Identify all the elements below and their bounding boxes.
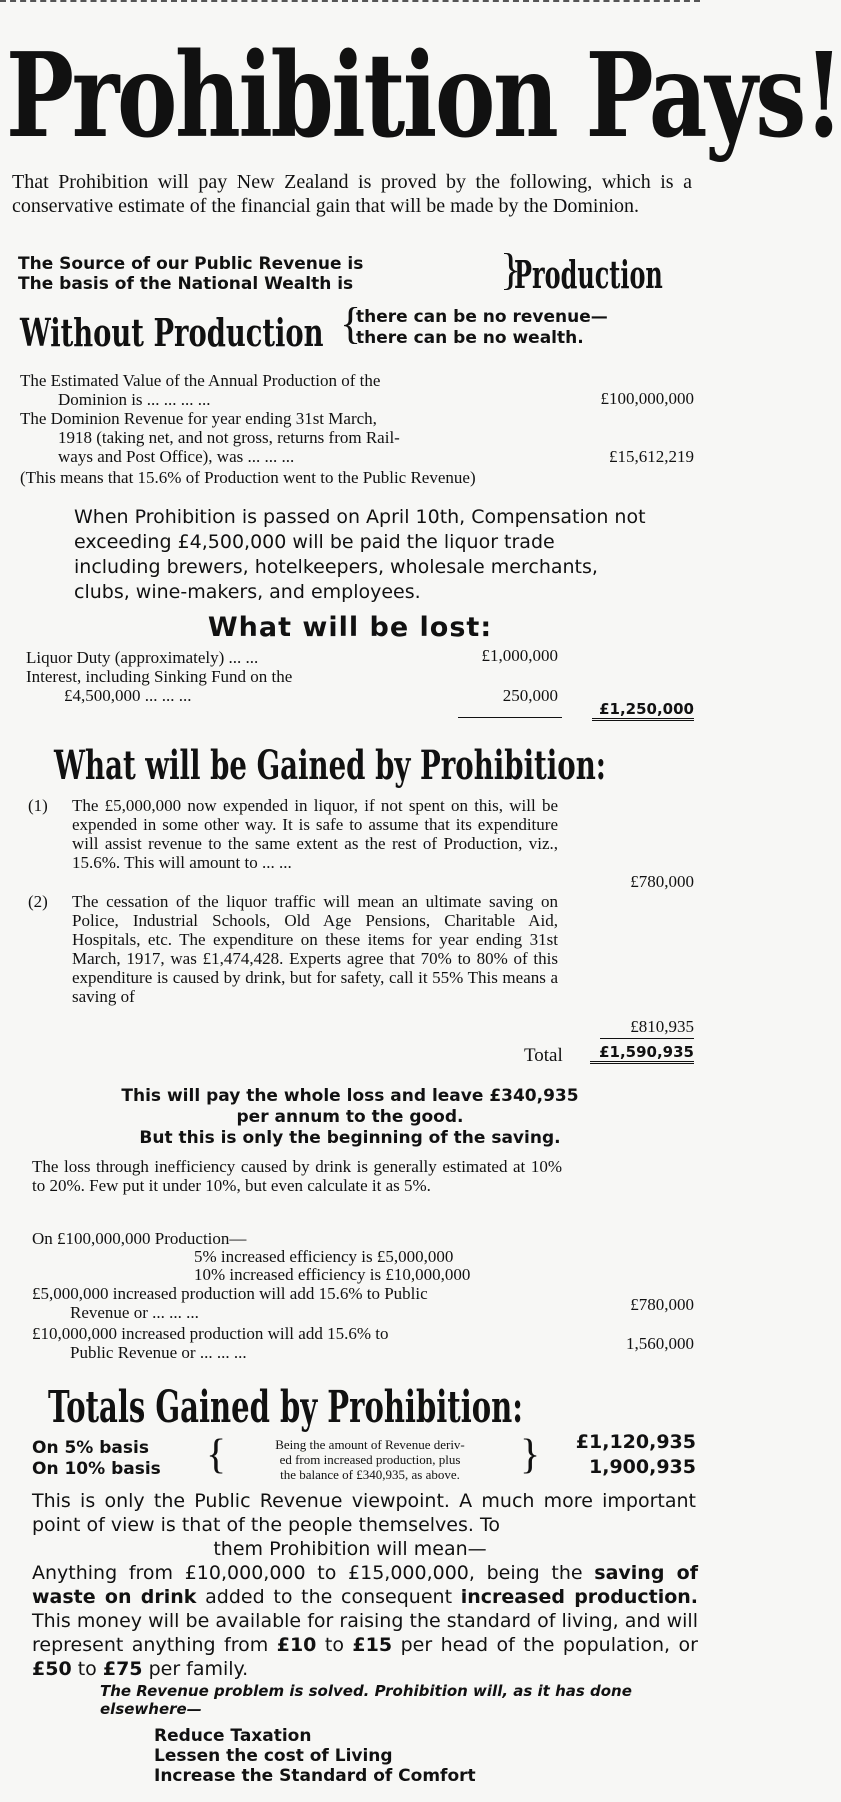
anything-d: increased production. [460,1586,699,1608]
gained-item2-text: The cessation of the liquor traffic will mean an ultimate saving on Police, Industrial Schools, Old Age Pensions, Charitable Aid, Hospitals, etc. The expenditure on these items for year ending 31st March, 1917, was £1,474,428. Experts agree that 70% to 80% of this expenditure is caused by drink, but for safety, call it 55% This means a saving of [72,892,558,1006]
without-production: Without Production [20,310,324,355]
viewpoint-mean: them Prohibition will mean— [213,1538,487,1560]
headline: Prohibition Pays! [6,28,841,164]
per-family: per family. [148,1658,249,1680]
totals-brace-right: } [520,1432,541,1478]
lost-row2-text1: Interest, including Sinking Fund on the [26,667,293,686]
gained-item2-label: (2) [28,892,48,911]
on-production: On £100,000,000 Production— [32,1229,247,1248]
add2-value: 1,560,000 [626,1334,694,1353]
estimate-row1-text1: The Estimated Value of the Annual Production of the [20,371,381,390]
estimate-note: (This means that 15.6% of Production went to the Public Revenue) [20,468,476,487]
add1-value: £780,000 [630,1295,694,1314]
inefficiency-text: The loss through inefficiency caused by drink is generally estimated at 10% to 20%. Few put it under 10%, but even calculate it as 5%. [32,1157,562,1195]
estimate-row1-value: £100,000,000 [600,389,694,408]
add1-text2: Revenue or ... ... ... [70,1303,199,1322]
pay-whole-loss-line1: This will pay the whole loss and leave £340,935 [121,1086,579,1106]
estimate-block [20,371,560,466]
totals-heading: Totals Gained by Prohibition: [48,1382,523,1433]
to-1: to [324,1634,344,1656]
lost-row2-value: 250,000 [502,686,558,705]
no-revenue: there can be no revenue— [356,307,608,327]
lost-row1-value: £1,000,000 [481,646,558,665]
total-value-10: 1,900,935 [589,1456,696,1478]
lost-row1-text: Liquor Duty (approximately) ... ... [26,648,259,667]
estimate-row2-value: £15,612,219 [609,447,694,466]
lost-subtotal-rule [458,717,562,718]
intro-paragraph: That Prohibition will pay New Zealand is proved by the following, which is a conservative estimate of the financial gain that will be made by the Dominion. [12,171,692,217]
lost-row2-text2: £4,500,000 ... ... ... [64,686,192,705]
totals-brace-left: { [206,1432,227,1478]
gained-total-value: £1,590,935 [590,1043,694,1064]
lost-heading: What will be lost: [207,612,493,643]
benefit-item: Increase the Standard of Comfort [154,1766,476,1786]
source-line-1: The Source of our Public Revenue is [18,254,364,274]
viewpoint-paragraph: This is only the Public Revenue viewpoint. A much more important point of view is that of the people themselves. To [32,1490,696,1536]
efficiency-10: 10% increased efficiency is £10,000,000 [194,1265,471,1284]
anything-c: added to the consequent [205,1586,453,1608]
benefit-item: Reduce Taxation [154,1726,312,1746]
per-head: per head of the population, or [400,1634,698,1656]
totals-note-2: ed from increased production, plus [279,1452,461,1467]
anything-a: Anything from £10,000,000 to £15,000,000, being the [32,1562,583,1584]
compensation-paragraph: When Prohibition is passed on April 10th, Compensation not exceeding £4,500,000 will be paid the liquor trade including brewers, hotelkeepers, wholesale merchants, clubs, wine-makers, and employees. [74,506,646,603]
revenue-solved: The Revenue problem is solved. Prohibition will, as it has done elsewhere— [100,1682,632,1718]
add2-text1: £10,000,000 increased production will add 15.6% to [32,1324,389,1343]
top-border-rule [0,0,700,8]
basis-10: On 10% basis [32,1459,161,1479]
lost-block [26,648,456,705]
gained-subtotal-rule [600,1038,694,1039]
source-lines [18,254,498,294]
add2-block [32,1324,562,1362]
gained-item1-text: The £5,000,000 now expended in liquor, if not spent on this, will be expended in some other way. It is safe to assume that its expenditure will assist revenue to the same extent as the rest of Production, viz., 15.6%. This will amount to ... ... [72,796,558,872]
pay-whole-loss-line2: per annum to the good. [236,1107,464,1127]
estimate-row1-text2: Dominion is ... ... ... ... [58,390,211,409]
estimate-row2-text2: 1918 (taking net, and not gross, returns from Rail- [58,428,400,447]
amount-15: £15 [352,1634,393,1656]
brace-without: { [340,299,362,348]
to-2: to [77,1658,97,1680]
no-revenue-lines [356,307,608,349]
benefits-list [154,1726,476,1786]
gained-item1-label: (1) [28,796,48,815]
brace-left: } [500,245,522,294]
add1-block [32,1284,562,1322]
estimate-row2-text3: ways and Post Office), was ... ... ... [58,447,295,466]
totals-note-3: the balance of £340,935, as above. [280,1467,460,1482]
lost-total: £1,250,000 [592,700,694,721]
totals-note-1: Being the amount of Revenue deriv- [275,1437,465,1452]
estimate-row2-text1: The Dominion Revenue for year ending 31st March, [20,409,377,428]
benefit-item: Lessen the cost of Living [154,1746,393,1766]
amount-75: £75 [102,1658,143,1680]
total-value-5: £1,120,935 [575,1431,696,1453]
amount-50: £50 [32,1658,72,1680]
anything-b: saving of waste on drink [32,1562,699,1608]
pay-whole-loss [0,1086,700,1149]
production-word: Production [514,252,663,297]
add1-text1: £5,000,000 increased production will add 15.6% to Public [32,1284,428,1303]
gained-item1-value: £780,000 [630,872,694,891]
totals-values [536,1430,696,1480]
source-line-2: The basis of the National Wealth is [18,274,354,294]
anything-e: This money will be available for raising the standard of living, and will represent anything from [32,1610,698,1656]
amount-10: £10 [276,1634,317,1656]
basis-5: On 5% basis [32,1438,149,1458]
no-wealth: there can be no wealth. [356,328,584,348]
beginning-saving: But this is only the beginning of the saving. [139,1128,561,1148]
anything-paragraph [32,1561,698,1681]
gained-item2-value: £810,935 [630,1017,694,1036]
gained-total-label: Total [524,1045,563,1066]
efficiency-5: 5% increased efficiency is £5,000,000 [194,1247,454,1266]
add2-text2: Public Revenue or ... ... ... [70,1343,247,1362]
totals-note [214,1437,526,1482]
totals-bases [32,1438,161,1480]
gained-heading: What will be Gained by Prohibition: [54,742,606,789]
